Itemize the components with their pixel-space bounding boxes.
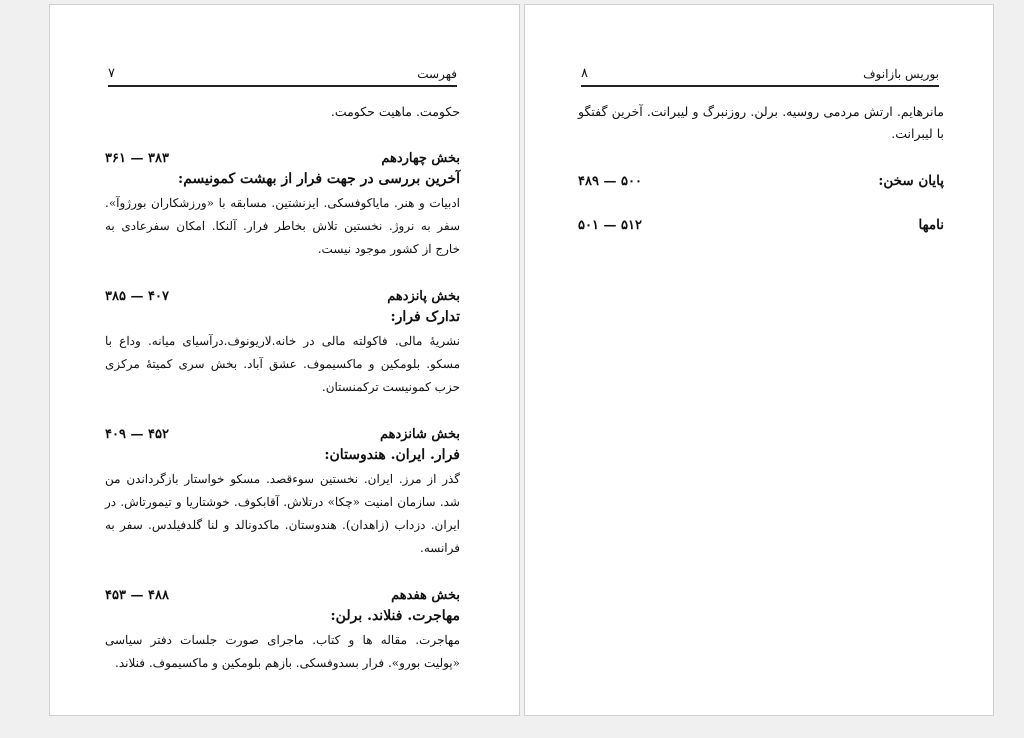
toc-section (105, 287, 460, 399)
toc-section (105, 149, 460, 261)
toc-section (105, 586, 460, 675)
section-heading: بخش پانزدهم (387, 289, 460, 304)
section-heading: بخش شانزدهم (379, 427, 460, 442)
section-title: مهاجرت. فنلاند. برلن: (330, 608, 460, 624)
section-heading: بخش چهاردهم (381, 151, 460, 166)
right-intro-text: مانرهایم. ارتش مردمی روسیه. برلن. روزنبرگ و لیبرانت. آخرین گفتگو با لیبرانت. (578, 104, 944, 141)
right-running-title: بوریس بازانوف (863, 67, 939, 81)
left-page (49, 4, 520, 716)
section-body: نشریهٔ مالی. فاکولته مالی در خانه.لاریونوف.درآسیای میانه. وداع با مسکو. بلومکین و ماکسیموف. عشق آباد. بخش سری کمیتهٔ مرکزی حزب کمونیست ترکمنستان. (105, 334, 460, 394)
right-content (578, 101, 944, 233)
entry-label: پایان سخن: (878, 173, 944, 189)
section-header (105, 425, 460, 445)
entry-page-range: ۴۸۹ — ۵۰۰ (578, 174, 642, 189)
section-body: ادبیات و هنر. مایاکوفسکی. ایزنشتین. مسابقه با «ورزشکاران بورژوآ». سفر به نروژ. نخستین تلاش بخاطر فرار. آلنکا. امکان سفرعادی به خارج از کشور موجود نیست. (105, 196, 460, 256)
section-title: آخرین بررسی در جهت فرار از بهشت کمونیسم: (178, 171, 460, 187)
left-content (105, 101, 460, 675)
section-body: مهاجرت. مقاله ها و کتاب. ماجرای صورت جلسات دفتر سیاسی «پولیت بورو». فرار بسدوفسکی. بازهم بلومکین و ماکسیموف. فنلاند. (105, 633, 460, 670)
toc-section (105, 425, 460, 560)
toc-entry (578, 173, 944, 189)
section-page-range: ۴۰۹ — ۴۵۲ (105, 427, 169, 442)
left-running-head (108, 61, 457, 87)
section-title: فرار. ایران. هندوستان: (324, 447, 460, 463)
toc-entry (578, 217, 944, 233)
section-page-range: ۴۵۳ — ۴۸۸ (105, 588, 169, 603)
section-page-range: ۳۶۱ — ۳۸۳ (105, 151, 169, 166)
left-page-number: ۷ (108, 66, 115, 81)
section-header (105, 586, 460, 606)
left-intro-text: حکومت. ماهیت حکومت. (330, 104, 460, 119)
section-body: گذر از مرز. ایران. نخستین سوءقصد. مسکو خواستار بازگرداندن من شد. سازمان امنیت «چکا» درتلاش. آقابکوف. خوشتاریا و تیمورتاش. در ایران. دزداب (زاهدان). هندوستان. ماکدونالد و لنا گلدفیلدس. سفر به فرانسه. (105, 472, 460, 555)
right-running-head (581, 61, 939, 87)
right-page-number: ۸ (581, 66, 588, 81)
entry-label: نامها (918, 217, 944, 233)
section-page-range: ۳۸۵ — ۴۰۷ (105, 289, 169, 304)
section-header (105, 149, 460, 169)
section-header (105, 287, 460, 307)
left-running-title: فهرست (417, 67, 457, 81)
section-heading: بخش هفدهم (391, 588, 460, 603)
section-title: تدارک فرار: (390, 309, 460, 325)
right-page (524, 4, 994, 716)
entry-page-range: ۵۰۱ — ۵۱۲ (578, 218, 642, 233)
